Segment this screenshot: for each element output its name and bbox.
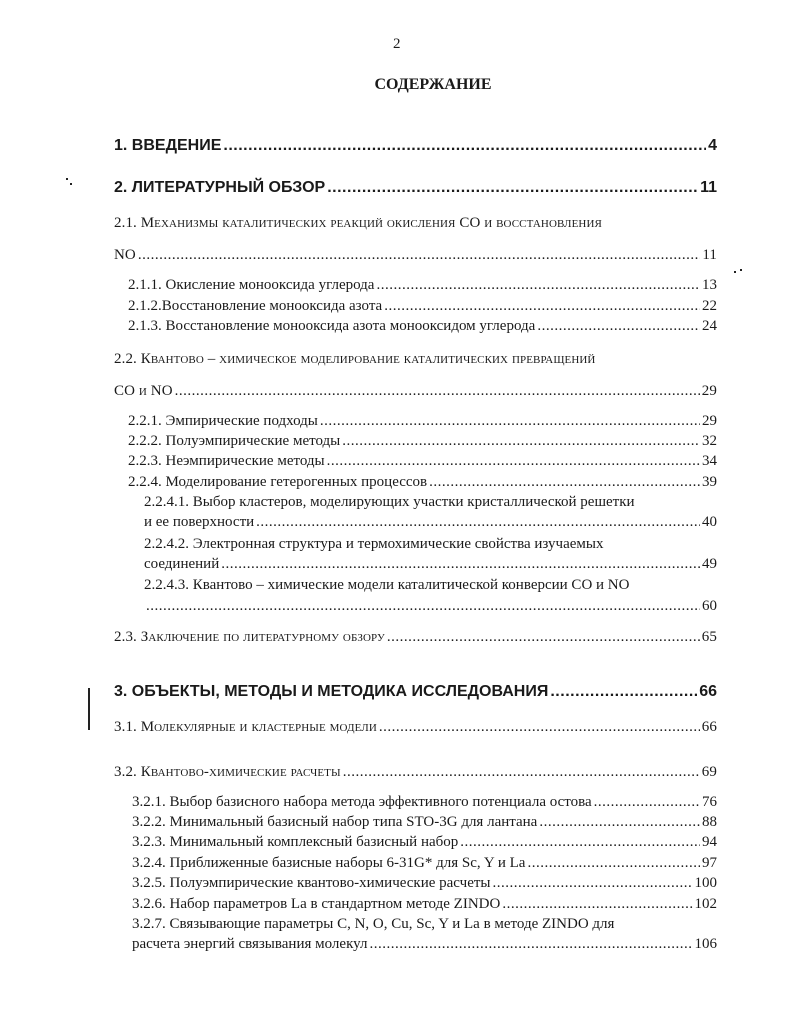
toc-entry-2-1-line1[interactable] bbox=[114, 216, 717, 231]
toc-leader bbox=[342, 434, 700, 449]
toc-entry-2-2-line2[interactable] bbox=[114, 384, 717, 399]
toc-page-number: 34 bbox=[702, 453, 717, 469]
toc-entry-text: 3.2.2. Минимальный базисный набор типа STO-3G для лантана bbox=[132, 814, 538, 830]
toc-entry-text: 2.2.3. Неэмпирические методы bbox=[128, 453, 325, 469]
toc-leader bbox=[221, 557, 700, 572]
toc-entry-text: 3.2.4. Приближенные базисные наборы 6-31G* для Sc, Y и La bbox=[132, 855, 526, 871]
toc-entry-2-2-4-1-line1[interactable] bbox=[144, 495, 717, 510]
toc-entry-2-1-line2[interactable] bbox=[114, 248, 717, 263]
margin-mark bbox=[88, 688, 90, 730]
toc-leader bbox=[376, 278, 700, 293]
toc-leader bbox=[550, 684, 697, 700]
toc-entry-3-2-7-line2[interactable] bbox=[132, 937, 717, 952]
toc-page-number: 66 bbox=[699, 683, 717, 700]
toc-page-number: 94 bbox=[702, 834, 717, 850]
toc-entry-2-2-4-2-line1[interactable] bbox=[144, 537, 717, 552]
toc-entry-text: 2.1.2.Восстановление монооксида азота bbox=[128, 298, 383, 314]
toc-entry-text: соединений bbox=[144, 556, 220, 572]
toc-page-number: 11 bbox=[700, 179, 717, 196]
toc-page-number: 11 bbox=[702, 247, 717, 263]
toc-entry-text: 2.3. Заключение по литературному обзору bbox=[114, 629, 385, 645]
toc-entry-text: 3.2. Квантово-химические расчеты bbox=[114, 764, 341, 780]
toc-entry-2-1-3[interactable] bbox=[128, 319, 717, 334]
toc-entry-text: 2.2.2. Полуэмпирические методы bbox=[128, 433, 341, 449]
scan-speck bbox=[740, 269, 742, 271]
toc-entry-literature-review[interactable] bbox=[114, 180, 717, 196]
toc-entry-3-2-5[interactable] bbox=[132, 876, 717, 891]
toc-leader bbox=[387, 630, 700, 645]
toc-leader bbox=[527, 856, 700, 871]
toc-leader bbox=[493, 876, 693, 891]
toc-entry-text: 2.2. Квантово – химическое моделирование каталитических превращений bbox=[114, 351, 596, 367]
toc-leader bbox=[594, 795, 700, 810]
toc-entry-3-2-7-line1[interactable] bbox=[132, 917, 717, 932]
toc-entry-text: расчета энергий связывания молекул bbox=[132, 936, 368, 952]
toc-entry-text: 3.2.3. Минимальный комплексный базисный набор bbox=[132, 834, 459, 850]
toc-entry-2-1-1[interactable] bbox=[128, 278, 717, 293]
toc-leader bbox=[343, 765, 700, 780]
toc-leader bbox=[327, 454, 700, 469]
toc-page-number: 97 bbox=[702, 855, 717, 871]
toc-page-number: 29 bbox=[701, 383, 717, 399]
toc-entry-text: 2.2.4.3. Квантово – химические модели каталитической конверсии CO и NO bbox=[144, 577, 630, 593]
toc-leader bbox=[379, 720, 700, 735]
toc-leader bbox=[175, 384, 700, 399]
toc-entry-3-2-2[interactable] bbox=[132, 815, 717, 830]
toc-entry-text: 2.2.4. Моделирование гетерогенных процессов bbox=[128, 474, 428, 490]
toc-leader bbox=[539, 815, 700, 830]
toc-entry-3-2-3[interactable] bbox=[132, 835, 717, 850]
toc-page-number: 13 bbox=[702, 277, 717, 293]
toc-page-number: 49 bbox=[702, 556, 717, 572]
toc-entry-text: NO bbox=[114, 247, 136, 263]
toc-entry-text: 2.1. Механизмы каталитических реакций окисления CO и восстановления bbox=[114, 215, 602, 231]
toc-page-number: 100 bbox=[694, 875, 717, 891]
toc-entry-text: 3.1. Молекулярные и кластерные модели bbox=[114, 719, 377, 735]
toc-entry-text: CO и NO bbox=[114, 383, 173, 399]
toc-page-number: 29 bbox=[702, 413, 717, 429]
scan-speck bbox=[70, 183, 72, 185]
toc-page-number: 88 bbox=[702, 814, 717, 830]
toc-leader bbox=[460, 835, 700, 850]
page-number: 2 bbox=[393, 36, 401, 52]
toc-entry-2-2-1[interactable] bbox=[128, 414, 717, 429]
toc-page-number: 106 bbox=[694, 936, 717, 952]
toc-entry-2-2-4-3-line2[interactable] bbox=[144, 599, 717, 614]
toc-entry-3-2-4[interactable] bbox=[132, 856, 717, 871]
toc-entry-objects-methods[interactable] bbox=[114, 684, 717, 700]
toc-leader bbox=[138, 248, 700, 263]
scan-speck bbox=[66, 178, 68, 180]
toc-page-number: 69 bbox=[701, 764, 717, 780]
toc-leader bbox=[369, 937, 692, 952]
toc-page-number: 65 bbox=[701, 629, 717, 645]
toc-entry-text: 2.2.1. Эмпирические подходы bbox=[128, 413, 318, 429]
toc-leader bbox=[256, 515, 700, 530]
toc-entry-2-2-4-3-line1[interactable] bbox=[144, 578, 717, 593]
toc-leader bbox=[146, 599, 700, 614]
toc-entry-text: 3. ОБЪЕКТЫ, МЕТОДЫ И МЕТОДИКА ИССЛЕДОВАНИЯ bbox=[114, 683, 549, 700]
toc-entry-2-1-2[interactable] bbox=[128, 299, 717, 314]
toc-leader bbox=[537, 319, 700, 334]
toc-leader bbox=[320, 414, 700, 429]
toc-entry-3-2[interactable] bbox=[114, 765, 717, 780]
toc-entry-2-2-2[interactable] bbox=[128, 434, 717, 449]
toc-entry-text: 3.2.7. Связывающие параметры C, N, O, Cu, Sc, Y и La в методе ZINDO для bbox=[132, 916, 615, 932]
toc-entry-text: 1. ВВЕДЕНИЕ bbox=[114, 137, 222, 154]
toc-leader bbox=[327, 180, 698, 196]
scan-speck bbox=[734, 271, 736, 273]
toc-entry-text: 2.2.4.1. Выбор кластеров, моделирующих участки кристаллической решетки bbox=[144, 494, 635, 510]
toc-page-number: 102 bbox=[694, 896, 717, 912]
toc-page-number: 24 bbox=[702, 318, 717, 334]
toc-entry-text: и ее поверхности bbox=[144, 514, 255, 530]
toc-entry-text: 2.1.1. Окисление монооксида углерода bbox=[128, 277, 375, 293]
toc-entry-2-3[interactable] bbox=[114, 630, 717, 645]
toc-entry-3-2-6[interactable] bbox=[132, 897, 717, 912]
toc-entry-3-1[interactable] bbox=[114, 720, 717, 735]
toc-entry-2-2-4[interactable] bbox=[128, 475, 717, 490]
toc-leader bbox=[429, 475, 700, 490]
toc-page-number: 4 bbox=[708, 137, 717, 154]
toc-page-number: 76 bbox=[702, 794, 717, 810]
toc-entry-text: 2.2.4.2. Электронная структура и термохимические свойства изучаемых bbox=[144, 536, 604, 552]
toc-page-number: 22 bbox=[702, 298, 717, 314]
toc-entry-introduction[interactable] bbox=[114, 138, 717, 154]
toc-entry-text: 3.2.5. Полуэмпирические квантово-химические расчеты bbox=[132, 875, 491, 891]
toc-leader bbox=[384, 299, 700, 314]
toc-entry-text: 2. ЛИТЕРАТУРНЫЙ ОБЗОР bbox=[114, 179, 326, 196]
toc-page-number: 40 bbox=[702, 514, 717, 530]
toc-page-number: 32 bbox=[702, 433, 717, 449]
toc-leader bbox=[223, 138, 706, 154]
toc-entry-2-2-3[interactable] bbox=[128, 454, 717, 469]
toc-entry-2-2-line1[interactable] bbox=[114, 352, 717, 367]
toc-page-number: 66 bbox=[701, 719, 717, 735]
toc-page-number: 60 bbox=[702, 598, 717, 614]
toc-leader bbox=[502, 897, 692, 912]
toc-entry-3-2-1[interactable] bbox=[132, 795, 717, 810]
toc-page-number: 39 bbox=[702, 474, 717, 490]
toc-entry-2-2-4-2-line2[interactable] bbox=[144, 557, 717, 572]
contents-title: СОДЕРЖАНИЕ bbox=[374, 76, 492, 93]
toc-entry-text: 2.1.3. Восстановление монооксида азота монооксидом углерода bbox=[128, 318, 536, 334]
toc-entry-text: 3.2.6. Набор параметров La в стандартном методе ZINDO bbox=[132, 896, 501, 912]
toc-entry-2-2-4-1-line2[interactable] bbox=[144, 515, 717, 530]
toc-entry-text: 3.2.1. Выбор базисного набора метода эффективного потенциала остова bbox=[132, 794, 592, 810]
